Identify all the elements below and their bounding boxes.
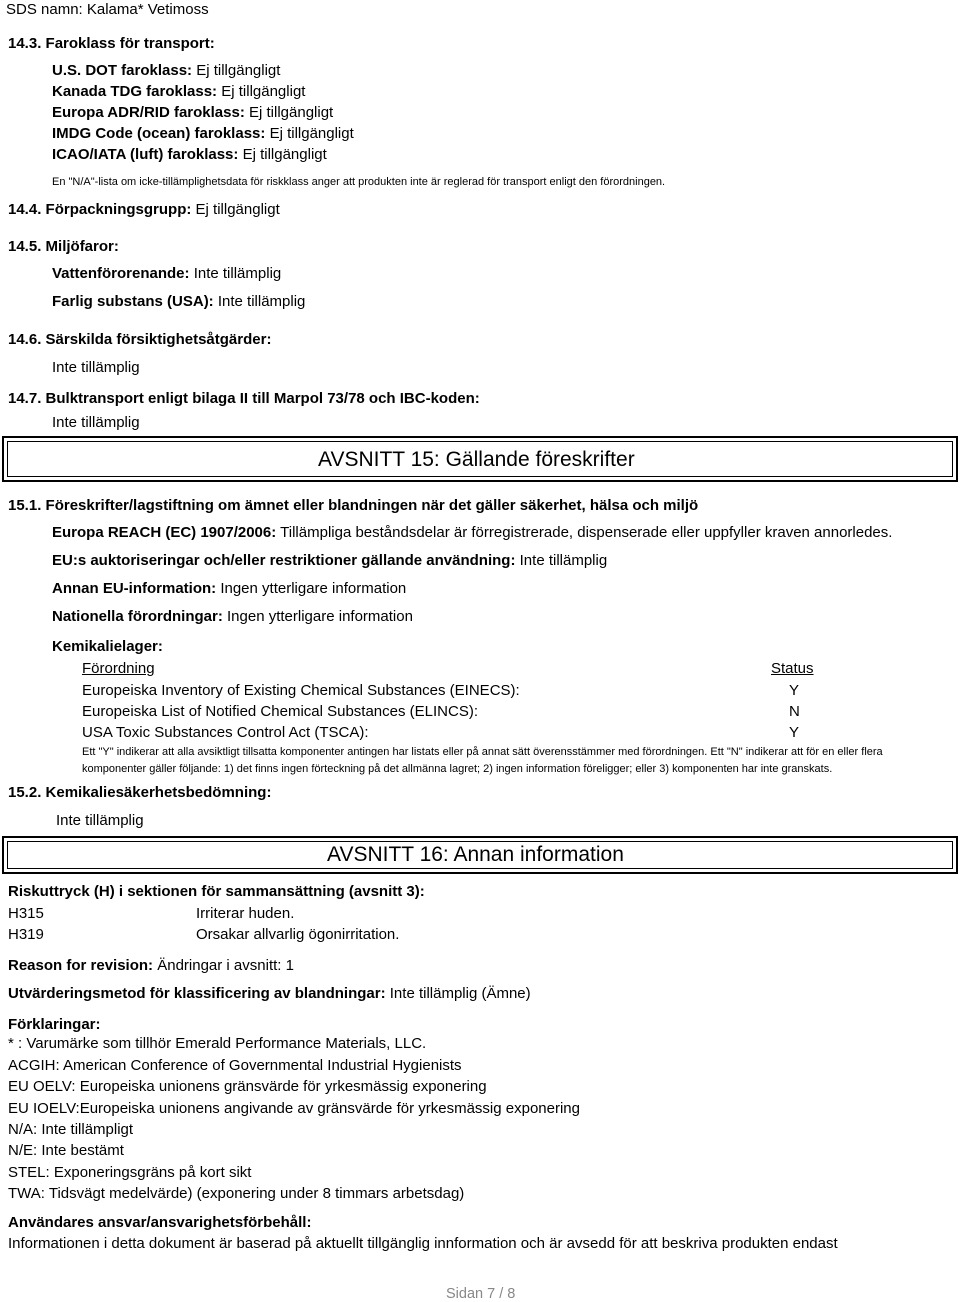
evaluation-method-label: Utvärderingsmetod för klassificering av blandningar: bbox=[8, 985, 386, 1002]
restrictions-row bbox=[52, 552, 607, 570]
transport-class-row bbox=[52, 83, 305, 101]
inventory-row-status: Y bbox=[789, 724, 800, 741]
section-16-heading: AVSNITT 16: Annan information bbox=[327, 843, 624, 866]
na-list-note: En "N/A"-lista om icke-tillämplighetsdata för riskklass anger att produkten inte är reglerad för transport enligt den förordningen. bbox=[52, 176, 666, 188]
inventory-col-status: Status bbox=[771, 660, 814, 677]
abbreviation-item: STEL: Exponeringsgräns på kort sikt bbox=[8, 1164, 252, 1181]
transport-class-label: IMDG Code (ocean) faroklass: bbox=[52, 125, 266, 142]
section-14-6-value: Inte tillämplig bbox=[52, 359, 140, 376]
inventory-row-name: USA Toxic Substances Control Act (TSCA): bbox=[82, 724, 369, 741]
disclaimer-title: Användares ansvar/ansvarighetsförbehåll: bbox=[8, 1214, 312, 1231]
section-14-6-title: 14.6. Särskilda försiktighetsåtgärder: bbox=[8, 331, 272, 348]
inventory-row-status: N bbox=[789, 703, 800, 720]
h-phrase-code: H315 bbox=[8, 905, 44, 922]
inventory-note-line-1: Ett "Y" indikerar att alla avsiktligt tillsatta komponenter antingen har listats eller på annat sätt överensstämmer med förordningen. Ett "N" indikerar att för en eller flera bbox=[82, 746, 883, 758]
abbreviation-item: EU IOELV:Europeiska unionens angivande av gränsvärde för yrkesmässig exponering bbox=[8, 1100, 580, 1117]
transport-class-label: Kanada TDG faroklass: bbox=[52, 83, 218, 100]
section-14-3-title: 14.3. Faroklass för transport: bbox=[8, 35, 215, 52]
transport-class-label: ICAO/IATA (luft) faroklass: bbox=[52, 146, 239, 163]
evaluation-method-value: Inte tillämplig (Ämne) bbox=[389, 985, 531, 1002]
abbreviation-item: ACGIH: American Conference of Governmental Industrial Hygienists bbox=[8, 1057, 462, 1074]
other-eu-info-value: Ingen ytterligare information bbox=[220, 580, 407, 597]
other-eu-info-label: Annan EU-information: bbox=[52, 580, 217, 597]
inventory-col-regulation: Förordning bbox=[82, 660, 155, 677]
abbreviation-item: * : Varumärke som tillhör Emerald Performance Materials, LLC. bbox=[8, 1035, 427, 1052]
inventory-row-name: Europeiska List of Notified Chemical Substances (ELINCS): bbox=[82, 703, 479, 720]
water-pollutant-label: Vattenförorenande: bbox=[52, 265, 190, 282]
reach-row bbox=[52, 524, 892, 542]
inventory-row-status: Y bbox=[789, 682, 800, 699]
transport-class-row bbox=[52, 62, 280, 80]
transport-class-value: Ej tillgängligt bbox=[249, 104, 334, 121]
abbreviation-item: EU OELV: Europeiska unionens gränsvärde för yrkesmässig exponering bbox=[8, 1078, 487, 1095]
disclaimer-text: Informationen i detta dokument är baserad på aktuellt tillgänglig innformation och är avsedd för att beskriva produkten endast bbox=[8, 1235, 838, 1252]
national-regulations-row bbox=[52, 608, 413, 626]
revision-value: Ändringar i avsnitt: 1 bbox=[157, 957, 294, 974]
water-pollutant-value: Inte tillämplig bbox=[193, 265, 282, 282]
packing-group-value: Ej tillgängligt bbox=[195, 201, 280, 218]
section-14-7-value: Inte tillämplig bbox=[52, 414, 140, 431]
hazardous-substance-usa-row bbox=[52, 293, 305, 311]
transport-class-label: U.S. DOT faroklass: bbox=[52, 62, 193, 79]
section-14-5-title: 14.5. Miljöfaror: bbox=[8, 238, 119, 255]
reach-value: Tillämpliga beståndsdelar är förregistrerade, dispenserade eller uppfyller kraven annorledes. bbox=[280, 524, 893, 541]
page-number: Sidan 7 / 8 bbox=[446, 1286, 516, 1302]
h-phrase-text: Orsakar allvarlig ögonirritation. bbox=[196, 926, 400, 943]
inventory-note-line-2: komponenter gäller följande: 1) det finns ingen förteckning på det allmänna lagret; 2) ingen information föreligger; eller 3) komponenten har inte granskats. bbox=[82, 763, 833, 775]
abbreviation-item: TWA: Tidsvägt medelvärde) (exponering under 8 timmars arbetsdag) bbox=[8, 1185, 465, 1202]
abbreviation-item: N/E: Inte bestämt bbox=[8, 1142, 124, 1159]
reach-label: Europa REACH (EC) 1907/2006: bbox=[52, 524, 277, 541]
national-regulations-value: Ingen ytterligare information bbox=[227, 608, 413, 625]
hazardous-substance-usa-label: Farlig substans (USA): bbox=[52, 293, 214, 310]
other-eu-info-row bbox=[52, 580, 406, 598]
section-16-banner bbox=[2, 836, 958, 874]
h-phrase-code: H319 bbox=[8, 926, 44, 943]
h-phrase-text: Irriterar huden. bbox=[196, 905, 295, 922]
abbreviations-title: Förklaringar: bbox=[8, 1016, 101, 1033]
sds-name-header: SDS namn: Kalama* Vetimoss bbox=[6, 1, 209, 18]
inventory-row-name: Europeiska Inventory of Existing Chemical Substances (EINECS): bbox=[82, 682, 520, 699]
water-pollutant-row bbox=[52, 265, 281, 283]
section-14-7-title: 14.7. Bulktransport enligt bilaga II till Marpol 73/78 och IBC-koden: bbox=[8, 390, 480, 407]
evaluation-method-row bbox=[8, 985, 531, 1003]
packing-group-label: 14.4. Förpackningsgrupp: bbox=[8, 201, 192, 218]
transport-class-row bbox=[52, 125, 354, 143]
packing-group-row bbox=[8, 201, 280, 219]
transport-class-row bbox=[52, 146, 327, 164]
restrictions-label: EU:s auktoriseringar och/eller restriktioner gällande användning: bbox=[52, 552, 516, 569]
transport-class-value: Ej tillgängligt bbox=[196, 62, 281, 79]
transport-class-value: Ej tillgängligt bbox=[242, 146, 327, 163]
section-15-heading: AVSNITT 15: Gällande föreskrifter bbox=[318, 448, 635, 471]
hazardous-substance-usa-value: Inte tillämplig bbox=[217, 293, 306, 310]
abbreviation-item: N/A: Inte tillämpligt bbox=[8, 1121, 134, 1138]
transport-class-value: Ej tillgängligt bbox=[221, 83, 306, 100]
revision-row bbox=[8, 957, 294, 975]
section-15-2-title: 15.2. Kemikaliesäkerhetsbedömning: bbox=[8, 784, 272, 801]
section-15-1-title: 15.1. Föreskrifter/lagstiftning om ämnet eller blandningen när det gäller säkerhet, hälsa och miljö bbox=[8, 497, 699, 514]
transport-class-label: Europa ADR/RID faroklass: bbox=[52, 104, 245, 121]
section-15-banner bbox=[2, 436, 958, 482]
transport-class-value: Ej tillgängligt bbox=[269, 125, 354, 142]
restrictions-value: Inte tillämplig bbox=[519, 552, 608, 569]
revision-label: Reason for revision: bbox=[8, 957, 154, 974]
transport-class-row bbox=[52, 104, 333, 122]
section-15-2-value: Inte tillämplig bbox=[56, 812, 144, 829]
inventory-title: Kemikalielager: bbox=[52, 638, 163, 655]
national-regulations-label: Nationella förordningar: bbox=[52, 608, 223, 625]
risk-phrases-title: Riskuttryck (H) i sektionen för sammansättning (avsnitt 3): bbox=[8, 883, 425, 900]
